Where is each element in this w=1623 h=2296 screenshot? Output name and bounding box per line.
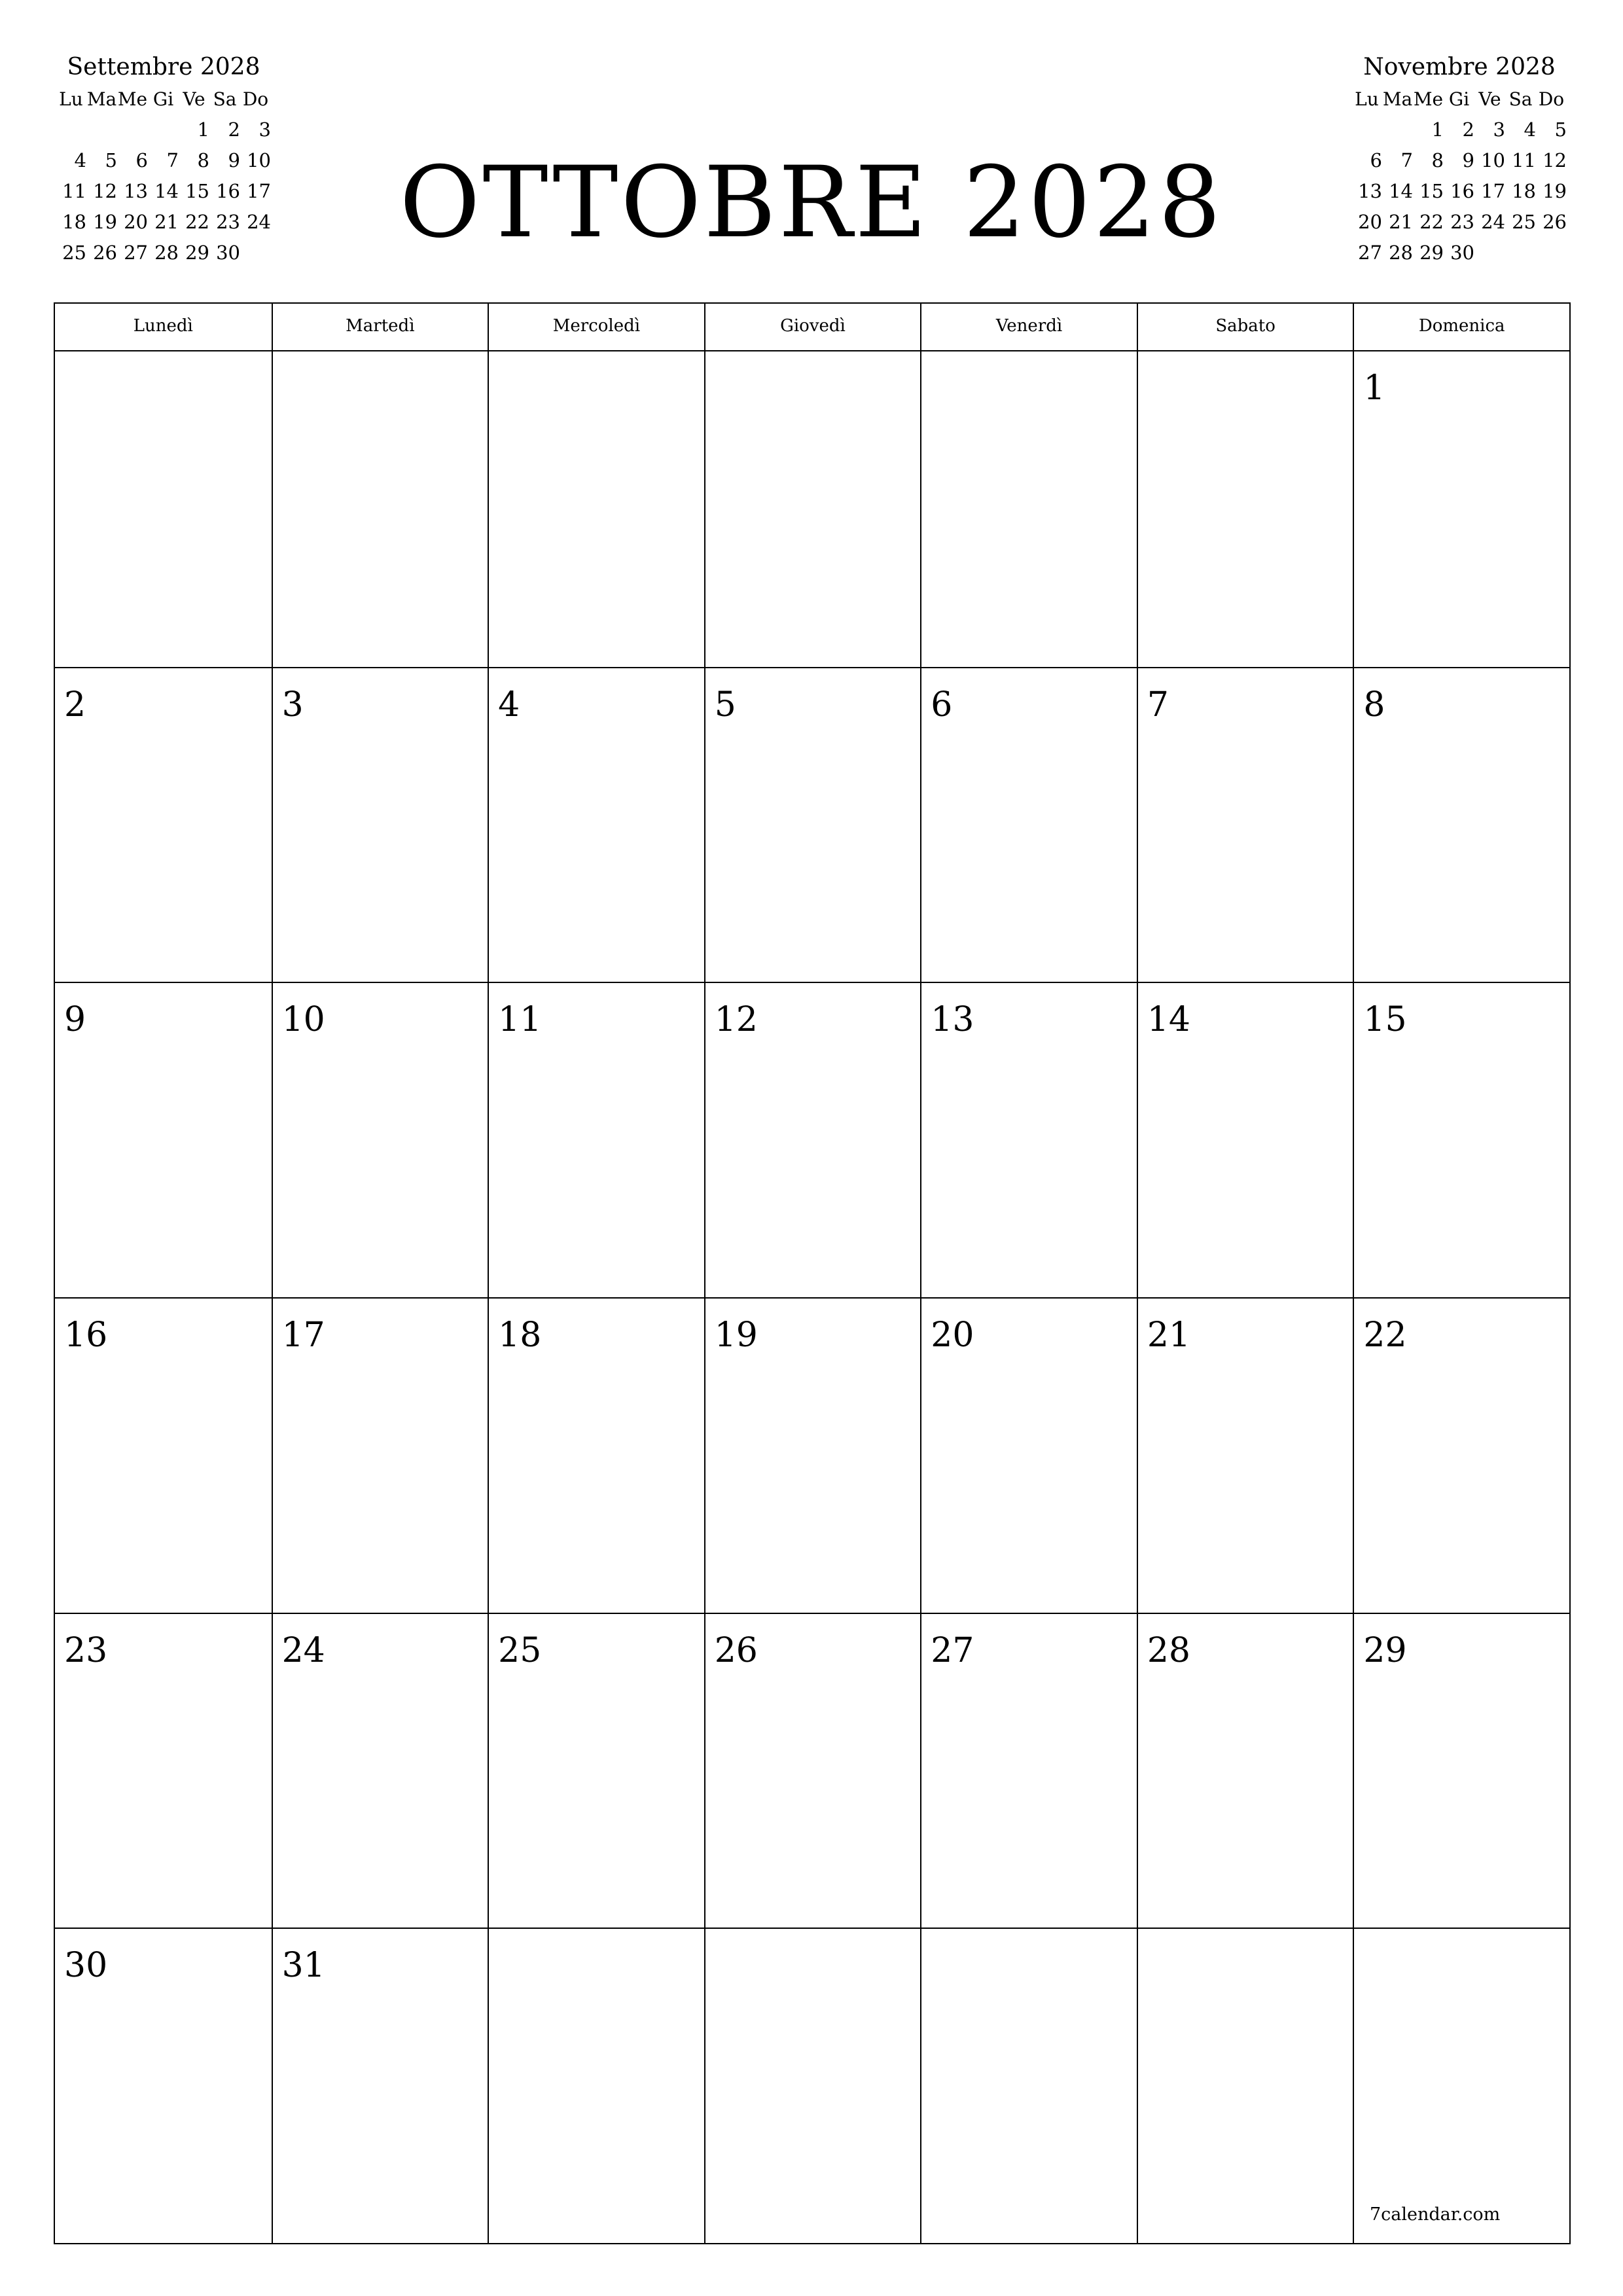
mini-day-number: 8 xyxy=(1431,149,1444,171)
mini-day-number: 13 xyxy=(124,180,148,202)
day-number: 9 xyxy=(64,1000,86,1040)
day-number: 28 xyxy=(1147,1630,1191,1670)
day-number: 6 xyxy=(931,685,953,725)
day-number: 14 xyxy=(1147,1000,1191,1040)
mini-day-number: 26 xyxy=(93,242,117,264)
weekday-header: Venerdì xyxy=(920,304,1137,350)
mini-day-number: 10 xyxy=(247,149,271,171)
day-cell[interactable] xyxy=(920,351,1137,667)
day-number: 23 xyxy=(64,1630,108,1670)
mini-day-number: 17 xyxy=(247,180,271,202)
day-number: 2 xyxy=(64,685,86,725)
mini-weekday-label: Gi xyxy=(1448,88,1470,110)
day-cell[interactable] xyxy=(1137,1297,1353,1613)
mini-calendar-month-name: Novembre 2028 xyxy=(1363,54,1556,81)
day-cell[interactable] xyxy=(272,982,488,1297)
day-cell[interactable] xyxy=(1137,351,1353,667)
day-cell[interactable] xyxy=(704,1613,921,1928)
mini-day-number: 1 xyxy=(1431,118,1444,141)
mini-day-number: 6 xyxy=(1370,149,1382,171)
day-cell[interactable] xyxy=(488,1613,704,1928)
calendar-weeks xyxy=(55,351,1569,2243)
mini-day-number: 10 xyxy=(1481,149,1505,171)
day-cell[interactable] xyxy=(704,1928,921,2243)
mini-day-number: 29 xyxy=(1419,242,1444,264)
mini-day-number: 30 xyxy=(1450,242,1474,264)
day-cell[interactable] xyxy=(488,667,704,982)
mini-day-number: 22 xyxy=(185,211,209,233)
mini-calendar-grid xyxy=(1351,84,1567,268)
day-number: 25 xyxy=(498,1630,542,1670)
mini-day-number: 4 xyxy=(1524,118,1536,141)
day-cell[interactable] xyxy=(272,1928,488,2243)
mini-day-number xyxy=(56,115,86,145)
mini-day-number xyxy=(148,115,179,145)
mini-weekday-label: Ve xyxy=(1478,88,1501,110)
day-number: 1 xyxy=(1363,368,1385,408)
day-number: 17 xyxy=(281,1315,325,1355)
day-cell[interactable] xyxy=(1353,667,1569,982)
day-cell[interactable] xyxy=(55,1613,272,1928)
mini-day-number: 3 xyxy=(1493,118,1505,141)
month-calendar-grid xyxy=(54,302,1571,2244)
mini-calendar-next-month xyxy=(1351,51,1567,268)
mini-weekday-label: Ma xyxy=(1382,88,1413,110)
mini-day-number: 25 xyxy=(62,242,86,264)
day-cell[interactable] xyxy=(920,982,1137,1297)
mini-day-number: 16 xyxy=(1450,180,1474,202)
mini-day-number: 9 xyxy=(228,149,240,171)
mini-day-number: 27 xyxy=(1358,242,1382,264)
day-cell[interactable] xyxy=(1353,351,1569,667)
day-cell[interactable] xyxy=(1137,667,1353,982)
day-number: 13 xyxy=(931,1000,974,1040)
day-cell[interactable] xyxy=(920,1613,1137,1928)
day-cell[interactable] xyxy=(55,667,272,982)
day-cell[interactable] xyxy=(488,1297,704,1613)
weekday-header: Domenica xyxy=(1353,304,1569,350)
day-cell[interactable] xyxy=(272,1297,488,1613)
mini-day-number: 15 xyxy=(185,180,209,202)
mini-day-number: 21 xyxy=(1389,211,1413,233)
mini-day-number: 19 xyxy=(93,211,117,233)
mini-day-number: 15 xyxy=(1419,180,1444,202)
mini-day-number: 4 xyxy=(74,149,86,171)
day-number: 11 xyxy=(498,1000,542,1040)
day-cell[interactable] xyxy=(55,351,272,667)
mini-day-number: 21 xyxy=(154,211,179,233)
mini-day-number: 8 xyxy=(197,149,209,171)
day-cell[interactable] xyxy=(55,1928,272,2243)
day-cell[interactable] xyxy=(1353,1297,1569,1613)
mini-day-number: 5 xyxy=(1554,118,1567,141)
day-number: 12 xyxy=(714,1000,758,1040)
mini-day-number xyxy=(1474,238,1505,268)
day-cell[interactable] xyxy=(1137,982,1353,1297)
day-cell[interactable] xyxy=(1353,982,1569,1297)
day-number: 16 xyxy=(64,1315,108,1355)
mini-day-number xyxy=(1382,115,1413,145)
weekday-header: Martedì xyxy=(272,304,488,350)
mini-day-number: 14 xyxy=(154,180,179,202)
day-number: 4 xyxy=(498,685,520,725)
day-cell[interactable] xyxy=(704,667,921,982)
mini-day-number: 9 xyxy=(1462,149,1474,171)
day-cell[interactable] xyxy=(272,1613,488,1928)
mini-day-number: 27 xyxy=(124,242,148,264)
day-number: 20 xyxy=(931,1315,974,1355)
day-number: 7 xyxy=(1147,685,1169,725)
weekday-header: Lunedì xyxy=(133,316,193,336)
page-title: OTTOBRE 2028 xyxy=(399,146,1224,260)
day-number: 26 xyxy=(714,1630,758,1670)
mini-weekday-label: Ve xyxy=(183,88,205,110)
mini-day-number: 20 xyxy=(124,211,148,233)
mini-weekday-label: Sa xyxy=(213,88,237,110)
day-cell[interactable] xyxy=(488,1928,704,2243)
day-number: 31 xyxy=(281,1946,325,1986)
mini-weekday-label: Sa xyxy=(1508,88,1533,110)
day-number: 19 xyxy=(714,1315,758,1355)
day-cell[interactable] xyxy=(272,351,488,667)
mini-day-number: 1 xyxy=(197,118,209,141)
day-number: 21 xyxy=(1147,1315,1191,1355)
day-number: 24 xyxy=(281,1630,325,1670)
day-number: 27 xyxy=(931,1630,974,1670)
weekday-header: Mercoledì xyxy=(488,304,704,350)
mini-day-number xyxy=(86,115,117,145)
day-number: 8 xyxy=(1363,685,1385,725)
mini-day-number: 26 xyxy=(1543,211,1567,233)
day-number: 15 xyxy=(1363,1000,1407,1040)
mini-weekday-label: Ma xyxy=(86,88,117,110)
day-cell[interactable] xyxy=(920,1297,1137,1613)
mini-day-number: 2 xyxy=(1462,118,1474,141)
mini-day-number: 20 xyxy=(1358,211,1382,233)
day-cell[interactable] xyxy=(55,982,272,1297)
day-cell[interactable] xyxy=(1137,1613,1353,1928)
weekday-header: Giovedì xyxy=(704,304,921,350)
day-cell[interactable] xyxy=(704,982,921,1297)
mini-calendar-month-name: Settembre 2028 xyxy=(67,54,260,81)
day-number: 3 xyxy=(281,685,304,725)
mini-weekday-label: Do xyxy=(242,88,269,110)
mini-day-number: 7 xyxy=(166,149,179,171)
mini-day-number: 22 xyxy=(1419,211,1444,233)
mini-weekday-label: Do xyxy=(1538,88,1565,110)
mini-day-number: 18 xyxy=(62,211,86,233)
day-number: 18 xyxy=(498,1315,542,1355)
day-cell[interactable] xyxy=(704,351,921,667)
day-number: 5 xyxy=(714,685,736,725)
mini-day-number xyxy=(117,115,148,145)
mini-day-number: 16 xyxy=(216,180,240,202)
mini-day-number: 24 xyxy=(247,211,271,233)
day-number: 22 xyxy=(1363,1315,1407,1355)
mini-day-number: 18 xyxy=(1512,180,1536,202)
mini-day-number: 11 xyxy=(1512,149,1536,171)
day-cell[interactable] xyxy=(920,1928,1137,2243)
mini-day-number xyxy=(1505,238,1536,268)
day-cell[interactable] xyxy=(1137,1928,1353,2243)
mini-day-number: 6 xyxy=(135,149,148,171)
day-cell[interactable] xyxy=(920,667,1137,982)
day-cell[interactable] xyxy=(272,667,488,982)
mini-day-number: 3 xyxy=(259,118,271,141)
mini-day-number: 11 xyxy=(62,180,86,202)
mini-day-number: 23 xyxy=(216,211,240,233)
mini-day-number: 12 xyxy=(93,180,117,202)
mini-day-number: 29 xyxy=(185,242,209,264)
day-cell[interactable] xyxy=(1353,1928,1569,2243)
day-cell[interactable] xyxy=(488,982,704,1297)
mini-day-number: 17 xyxy=(1481,180,1505,202)
day-cell[interactable] xyxy=(1353,1613,1569,1928)
weekday-header-row xyxy=(55,304,1569,351)
mini-day-number: 28 xyxy=(154,242,179,264)
mini-day-number: 28 xyxy=(1389,242,1413,264)
mini-weekday-label: Me xyxy=(1413,88,1444,110)
day-number: 10 xyxy=(281,1000,325,1040)
mini-day-number: 7 xyxy=(1400,149,1413,171)
mini-weekday-label: Me xyxy=(117,88,148,110)
mini-weekday-label: Lu xyxy=(1355,88,1379,110)
mini-weekday-label: Gi xyxy=(152,88,174,110)
mini-day-number: 30 xyxy=(216,242,240,264)
day-cell[interactable] xyxy=(704,1297,921,1613)
mini-day-number: 14 xyxy=(1389,180,1413,202)
mini-weekday-label: Lu xyxy=(59,88,83,110)
day-number: 29 xyxy=(1363,1630,1407,1670)
day-cell[interactable] xyxy=(488,351,704,667)
weekday-header: Sabato xyxy=(1137,304,1353,350)
mini-day-number xyxy=(1536,238,1567,268)
mini-day-number xyxy=(1351,115,1382,145)
mini-day-number: 23 xyxy=(1450,211,1474,233)
mini-day-number: 19 xyxy=(1543,180,1567,202)
mini-day-number: 13 xyxy=(1358,180,1382,202)
mini-day-number: 25 xyxy=(1512,211,1536,233)
day-number: 30 xyxy=(64,1946,108,1986)
mini-day-number: 2 xyxy=(228,118,240,141)
mini-day-number: 5 xyxy=(105,149,117,171)
mini-day-number: 24 xyxy=(1481,211,1505,233)
site-credit: 7calendar.com xyxy=(1370,2204,1501,2225)
day-cell[interactable] xyxy=(55,1297,272,1613)
mini-day-number: 12 xyxy=(1543,149,1567,171)
